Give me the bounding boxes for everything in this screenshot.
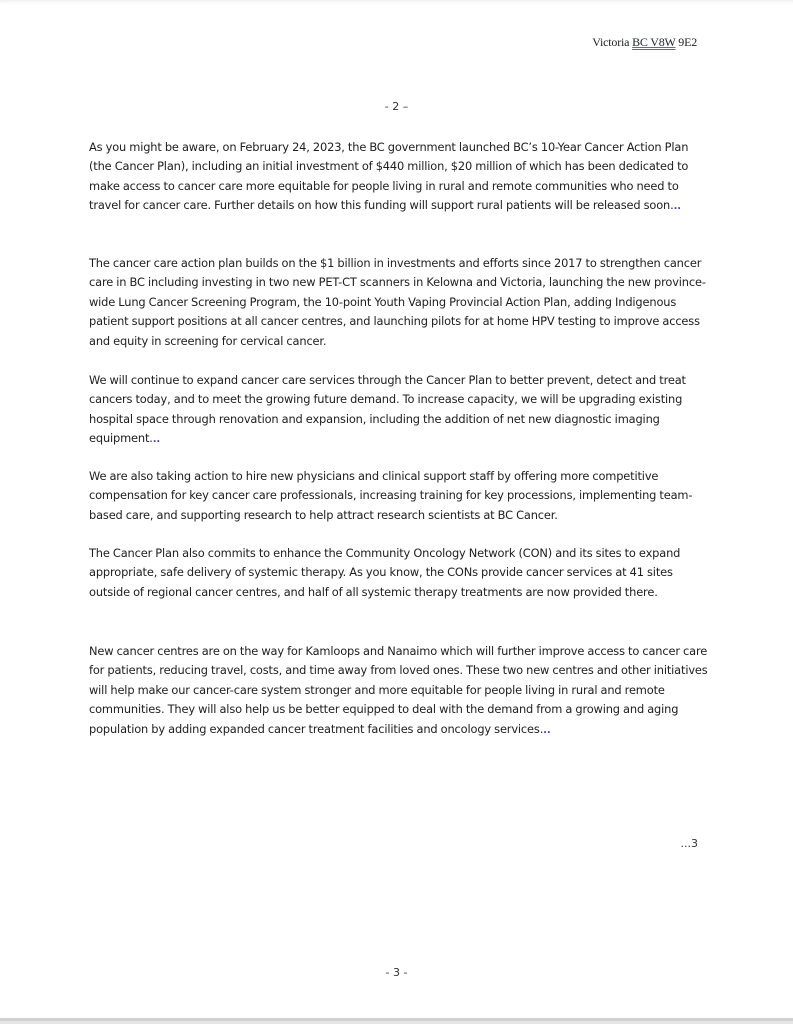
- paragraph-text: We will continue to expand cancer care services through the Cancer Plan to better prevent, detect and treat cancers today, and to meet the growing future demand. To increase capacity, we will be upgrading existing hospital space through renovation and expansion, including the addition of net new diagnostic imaging equipment.: [89, 373, 686, 446]
- address-city: Victoria: [592, 35, 633, 49]
- address-postal-suffix: 9E2: [675, 35, 697, 49]
- page-number-top: - 2 –: [384, 100, 409, 113]
- paragraph-text: We are also taking action to hire new physicians and clinical support staff by offering more competitive compensation for key cancer care professionals, increasing training for key processions, implementing team-based care, and supporting research to help attract research scientists at BC Cancer.: [89, 469, 693, 522]
- page-number-bottom: - 3 -: [385, 966, 408, 979]
- revision-mark: ..: [673, 201, 681, 213]
- paragraph-text: As you might be aware, on February 24, 2023, the BC government launched BC’s 10-Year Cancer Action Plan (the Cancer Plan), including an initial investment of $440 million, $20 million of which has been dedicated to make access to cancer care more equitable for people living in rural and remote communities who need to travel for cancer care. Further details on how this funding will support rural patients will be released soon.: [89, 140, 689, 213]
- recipient-address: [592, 35, 697, 50]
- paragraph-text: The Cancer Plan also commits to enhance the Community Oncology Network (CON) and its sites to expand appropriate, safe delivery of systemic therapy. As you know, the CONs provide cancer services at 41 sites outside of regional cancer centres, and half of all systemic therapy treatments are now provided there.: [89, 546, 681, 599]
- continuation-marker: ...3: [680, 837, 698, 850]
- revision-mark: ..: [543, 724, 551, 736]
- address-underlined-text: BC V8W: [632, 35, 676, 49]
- page-boundary: [0, 1018, 793, 1021]
- paragraph-new-centres: [89, 642, 709, 740]
- paragraph-hire-staff: [89, 467, 709, 525]
- paragraph-text: New cancer centres are on the way for Kamloops and Nanaimo which will further improve access to cancer care for patients, reducing travel, costs, and time away from loved ones. These two new centres and other initiatives will help make our cancer-care system stronger and more equitable for people living in rural and remote communities. They will also help us be better equipped to deal with the demand from a growing and aging population by adding expanded cancer treatment facilities and oncology services.: [89, 644, 708, 736]
- paragraph-text: The cancer care action plan builds on the $1 billion in investments and efforts since 2017 to strengthen cancer care in BC including investing in two new PET-CT scanners in Kelowna and Victoria, launching the new province-wide Lung Cancer Screening Program, the 10-point Youth Vaping Provincial Action Plan, adding Indigenous patient support positions at all cancer centres, and launching pilots for at home HPV testing to improve access and equity in screening for cervical cancer.: [89, 256, 706, 348]
- paragraph-expand-services: [89, 371, 709, 450]
- paragraph-community-oncology: [89, 544, 709, 602]
- revision-mark: ..: [152, 434, 161, 446]
- paragraph-investments: [89, 254, 709, 351]
- paragraph-cancer-action-plan: [89, 138, 709, 217]
